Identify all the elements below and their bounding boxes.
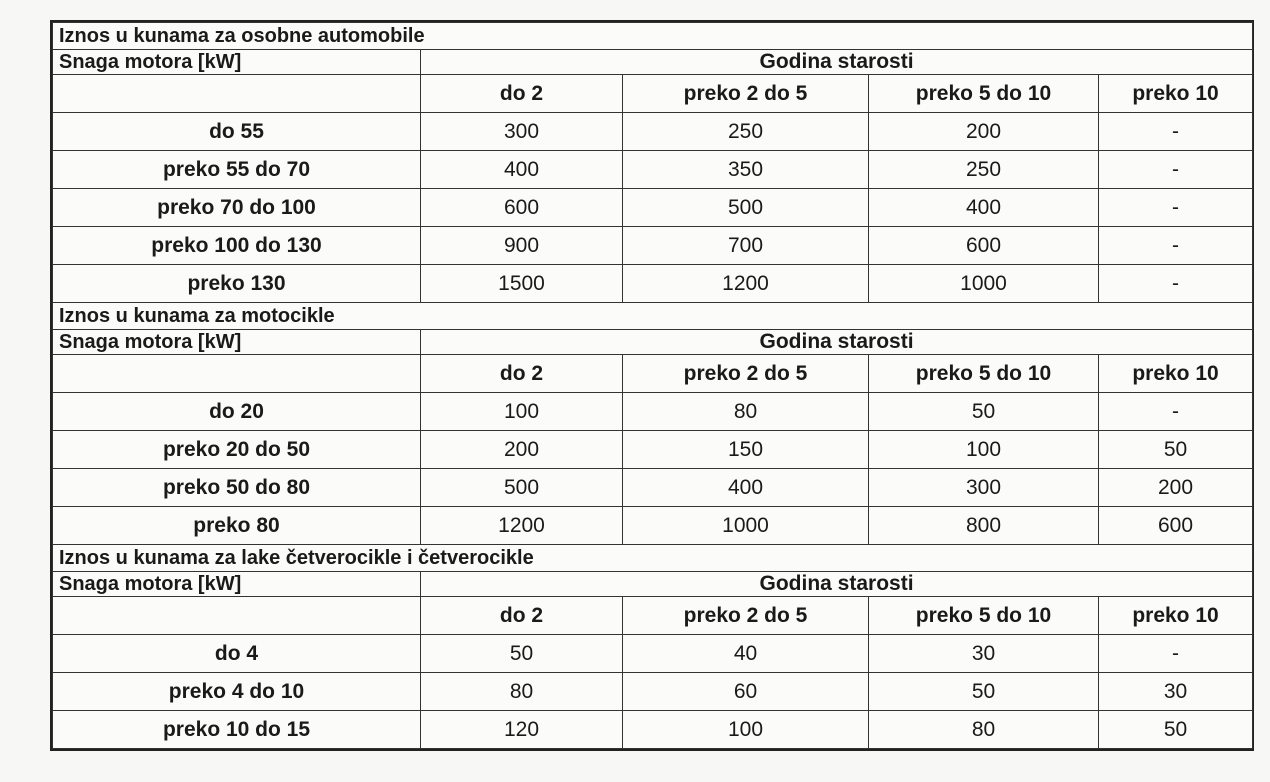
fee-table-body: [53, 23, 1253, 749]
amount-cell: 100: [623, 711, 869, 749]
amount-cell: 30: [1099, 673, 1253, 711]
table-row: [53, 393, 1253, 431]
amount-cell: 200: [1099, 469, 1253, 507]
amount-cell: -: [1099, 393, 1253, 431]
amount-cell: 1500: [421, 265, 623, 303]
table-row: [53, 227, 1253, 265]
age-header: Godina starosti: [421, 330, 1253, 355]
amount-cell: -: [1099, 189, 1253, 227]
amount-cell: -: [1099, 265, 1253, 303]
header-row: [53, 572, 1253, 597]
amount-cell: 40: [623, 635, 869, 673]
header-row: [53, 330, 1253, 355]
table-row: [53, 635, 1253, 673]
blank-cell: [53, 75, 421, 113]
power-range-label: preko 130: [53, 265, 421, 303]
amount-cell: 100: [869, 431, 1099, 469]
age-columns-row: [53, 75, 1253, 113]
power-range-label: preko 100 do 130: [53, 227, 421, 265]
power-range-label: do 20: [53, 393, 421, 431]
power-range-label: preko 4 do 10: [53, 673, 421, 711]
amount-cell: 80: [623, 393, 869, 431]
age-column-header: preko 10: [1099, 355, 1253, 393]
table-row: [53, 189, 1253, 227]
amount-cell: 80: [421, 673, 623, 711]
amount-cell: 250: [623, 113, 869, 151]
amount-cell: 80: [869, 711, 1099, 749]
power-label: Snaga motora [kW]: [53, 330, 421, 355]
age-header: Godina starosti: [421, 572, 1253, 597]
table-row: [53, 265, 1253, 303]
amount-cell: 600: [1099, 507, 1253, 545]
amount-cell: 50: [869, 393, 1099, 431]
section-title-row: [53, 23, 1253, 50]
power-range-label: preko 70 do 100: [53, 189, 421, 227]
amount-cell: 1200: [421, 507, 623, 545]
table-row: [53, 431, 1253, 469]
age-column-header: preko 5 do 10: [869, 75, 1099, 113]
amount-cell: 1200: [623, 265, 869, 303]
amount-cell: 350: [623, 151, 869, 189]
amount-cell: -: [1099, 635, 1253, 673]
amount-cell: 600: [421, 189, 623, 227]
table-row: [53, 469, 1253, 507]
power-label: Snaga motora [kW]: [53, 572, 421, 597]
amount-cell: 400: [421, 151, 623, 189]
amount-cell: 50: [1099, 711, 1253, 749]
age-column-header: do 2: [421, 597, 623, 635]
section-title-row: [53, 303, 1253, 330]
age-columns-row: [53, 597, 1253, 635]
power-range-label: preko 20 do 50: [53, 431, 421, 469]
age-column-header: preko 5 do 10: [869, 597, 1099, 635]
table-row: [53, 151, 1253, 189]
age-column-header: do 2: [421, 355, 623, 393]
amount-cell: 1000: [623, 507, 869, 545]
section-title: Iznos u kunama za lake četverocikle i četverocikle: [53, 545, 1253, 572]
table-row: [53, 673, 1253, 711]
amount-cell: 900: [421, 227, 623, 265]
amount-cell: 400: [623, 469, 869, 507]
amount-cell: 250: [869, 151, 1099, 189]
age-column-header: do 2: [421, 75, 623, 113]
amount-cell: 500: [421, 469, 623, 507]
power-range-label: preko 50 do 80: [53, 469, 421, 507]
blank-cell: [53, 355, 421, 393]
amount-cell: 50: [421, 635, 623, 673]
amount-cell: -: [1099, 227, 1253, 265]
age-header: Godina starosti: [421, 50, 1253, 75]
amount-cell: 700: [623, 227, 869, 265]
amount-cell: 120: [421, 711, 623, 749]
amount-cell: 60: [623, 673, 869, 711]
age-column-header: preko 2 do 5: [623, 597, 869, 635]
section-title: Iznos u kunama za osobne automobile: [53, 23, 1253, 50]
fee-document: [50, 20, 1254, 751]
amount-cell: 800: [869, 507, 1099, 545]
power-label: Snaga motora [kW]: [53, 50, 421, 75]
amount-cell: 200: [869, 113, 1099, 151]
power-range-label: do 4: [53, 635, 421, 673]
amount-cell: 600: [869, 227, 1099, 265]
table-row: [53, 507, 1253, 545]
power-range-label: do 55: [53, 113, 421, 151]
section-title-row: [53, 545, 1253, 572]
amount-cell: 300: [421, 113, 623, 151]
blank-cell: [53, 597, 421, 635]
amount-cell: 400: [869, 189, 1099, 227]
amount-cell: -: [1099, 151, 1253, 189]
age-column-header: preko 2 do 5: [623, 75, 869, 113]
power-range-label: preko 55 do 70: [53, 151, 421, 189]
fee-table: [52, 22, 1253, 749]
amount-cell: 1000: [869, 265, 1099, 303]
power-range-label: preko 80: [53, 507, 421, 545]
amount-cell: 150: [623, 431, 869, 469]
age-column-header: preko 5 do 10: [869, 355, 1099, 393]
age-column-header: preko 10: [1099, 75, 1253, 113]
amount-cell: -: [1099, 113, 1253, 151]
age-column-header: preko 10: [1099, 597, 1253, 635]
age-column-header: preko 2 do 5: [623, 355, 869, 393]
amount-cell: 500: [623, 189, 869, 227]
table-row: [53, 113, 1253, 151]
age-columns-row: [53, 355, 1253, 393]
header-row: [53, 50, 1253, 75]
amount-cell: 50: [869, 673, 1099, 711]
section-title: Iznos u kunama za motocikle: [53, 303, 1253, 330]
table-row: [53, 711, 1253, 749]
power-range-label: preko 10 do 15: [53, 711, 421, 749]
amount-cell: 300: [869, 469, 1099, 507]
amount-cell: 50: [1099, 431, 1253, 469]
amount-cell: 100: [421, 393, 623, 431]
amount-cell: 200: [421, 431, 623, 469]
amount-cell: 30: [869, 635, 1099, 673]
